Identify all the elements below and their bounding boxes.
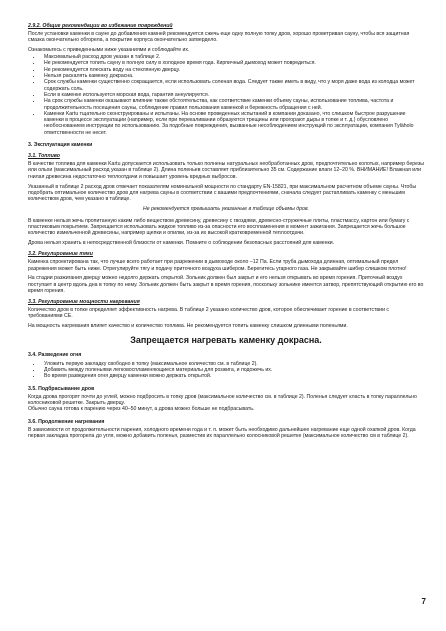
paragraph: Указанный в таблице 2 расход дров отвечает показателям номинальной мощности по стандарту EN-15821, при максимальном расчетном объеме сауны. Чтобы подобрать оптимальное количество дров для нагрева сауны в соответствии с вашими предпочтениями, сначала следует растапливать каменку с меньшим количеством дров, чем указано в таблице. <box>28 183 417 203</box>
paragraph: Количество дров в топке определяет эффективность нагрева. В таблице 2 указано количество дров, которое обеспечивает горение в соответствии с требованиями CE. <box>28 306 389 320</box>
list-item: • Добавить между поленьями легковоспламеняющиеся материалы для розжига, и подожечь их. <box>42 367 424 373</box>
bullet-list <box>28 54 424 136</box>
big-warning: Запрещается нагревать каменку докрасна. <box>130 335 322 346</box>
paragraph: Каменка спроектирована так, что лучше всего работает при разрежении в дымоходе около –12 Па. Если труба дымохода длинная, оптимальный предел разрежения может быть ниже. Отрегулируйте тягу и подачу приточного воздуха шибером. Берегитесь угарного газа. Не закрывайте шибер слишком плотно! <box>28 259 407 272</box>
paragraph: На мощность нагревания влияет качество и количество топлива. Не рекомендуется топить каменку слишком длинными поленьями. <box>28 323 348 330</box>
page-number: 7 <box>421 597 426 606</box>
bullet-list <box>28 361 424 380</box>
section-heading: 2.9.2. Общие рекомендации во избежание повреждений <box>28 23 173 29</box>
paragraph: На стадии разжигания дверцу можно недолго держать открытой. Зольник должен был закрыт и его нельзя открывать во время горения. Приточный воздух поступает в центр вдоль дна в топку по нему. Зольник должен быть закрыт в время горения, поскольку зольнике имеется затвор, препятствующий открытию его во время горения. <box>28 275 424 294</box>
section-heading: 3.5. Подбрасывание дров <box>28 385 95 392</box>
section-heading: 3.3. Регулирование мощности нагревания <box>28 299 140 306</box>
paragraph: Когда дрова прогорят почти до углей, можно подбросить в топку дров (максимальное количество см. в таблице 2). Поленья следует класть в топку параллельно колосниковой решетке. Закрыть дверцу. <box>28 393 417 407</box>
list-item: • Уложить первую закладку свободно в топку (максимальное количество см. в таблице 2). <box>42 361 424 367</box>
list-item: • На срок службы каменки оказывают влияние также обстоятельства, как соответствие каменки объему сауны, использование топлива, частота и продолжительность посещения сауны, соблюдение правил пользования каменкой и бережность обращения с ней. <box>42 98 424 111</box>
chapter-heading: 3. Эксплуатация каменки <box>28 142 93 149</box>
list-item: • Не рекомендуется топить сауну в полную силу в холодное время года. Кирпичный дымоход может повредиться. <box>42 60 424 66</box>
section-heading: 3.4. Разведение огня <box>28 352 82 359</box>
paragraph: В качестве топлива для каменки Kartu допускается использовать только полнены натуральных необработанных дров, предпочтительно колотых, например березы или ольхи (максимальный расход указан в таблице 2). Длина поленьев составляет приблизительно 35 см. Содержание влаги 12–20 %. ВНИМАНИЕ! Влажная или гнилая древесина недостаточно теплоотдачи и повышает уровень вредных выбросов. <box>28 161 424 180</box>
paragraph: После установки каменки в сауне до добавления камней рекомендуется сжечь еще одну полную топку дров, хорошо проветривая сауну, чтобы вся защитная смазка окончательно обгорела, а покрытие корпуса окончательно затвердело. <box>28 30 410 44</box>
section-heading: 3.1. Топливо <box>28 153 60 160</box>
list-item: • Срок службы каменки существенно сокращается, если использовать соленая вода. Следует также иметь в виду, что у моря даже вода из колодца может содержать соль. <box>42 79 424 92</box>
list-item: • Не рекомендуется плескать воду на стеклянную дверцу. <box>42 67 424 73</box>
list-item: • Во время разведения огня дверцу каменки можно держать открытой. <box>42 373 424 379</box>
paragraph: Ознакомьтесь с приведенными ниже указаниями и соблюдайте их. <box>28 46 190 53</box>
paragraph: Обычно сауна готова к парению через 40–50 минут, а дрова можно больше не подбрасывать. <box>28 406 255 413</box>
paragraph: В каменке нельзя жечь пропитанную каким либо веществом древесину, древесину с гвоздями, древесно-стружечные плиты, пластмассу, картон или бумагу с пластиковым покрытием. Запрещается использовать жидкое топливо из-за опасности его воспламенения в момент зажигания. Запрещается жечь большое количество измельченной древесины, например щепки и опилки, из-за их высокой кратковременной теплоотдачи. <box>28 217 410 237</box>
paragraph: Дрова нельзя хранить в непосредственной близости от каменки. Помните о соблюдении безопасных расстояний для каменки. <box>28 240 335 247</box>
warning-note: Не рекомендуется превышать указанные в таблице объемы дров. <box>143 206 309 213</box>
page-content <box>28 18 424 443</box>
list-item: • Нельзя раскалять каменку докрасна. <box>42 73 424 79</box>
paragraph: В зависимости от продолжительности парения, холодного времени года и т. п. может быть необходимо дальнейшее нагревание еще одной охапкой дров. Когда первая закладка прогорела до угля, можно добавить поленья, разместив их параллельно колосниковой решетке (максимальное количество см в таблице 2). <box>28 427 416 440</box>
list-item: • Если в каменке используется морская вода, гарантия аннулируется. <box>42 92 424 98</box>
list-item: • Каменки Kartu тщательно сконструированы и испытаны. На основе проведенных испытаний в компании доказано, что слишком быстрое разрушение каменки в процессе эксплуатации (например, если при перекаливании образуются трещины или прогорают дыры в топке и т. д.) обусловлено необоснованием инструкции по использованию. За подобные повреждения, вызванные несоблюдением инструкций по эксплуатации, компания Tyläholo ответственности не несет. <box>42 111 424 136</box>
list-item: • Максимальный расход дров указан в таблице 2. <box>42 54 424 60</box>
section-heading: 3.6. Продолжение нагревания <box>28 418 105 425</box>
section-heading: 3.2. Регулирование тяги <box>28 251 93 258</box>
